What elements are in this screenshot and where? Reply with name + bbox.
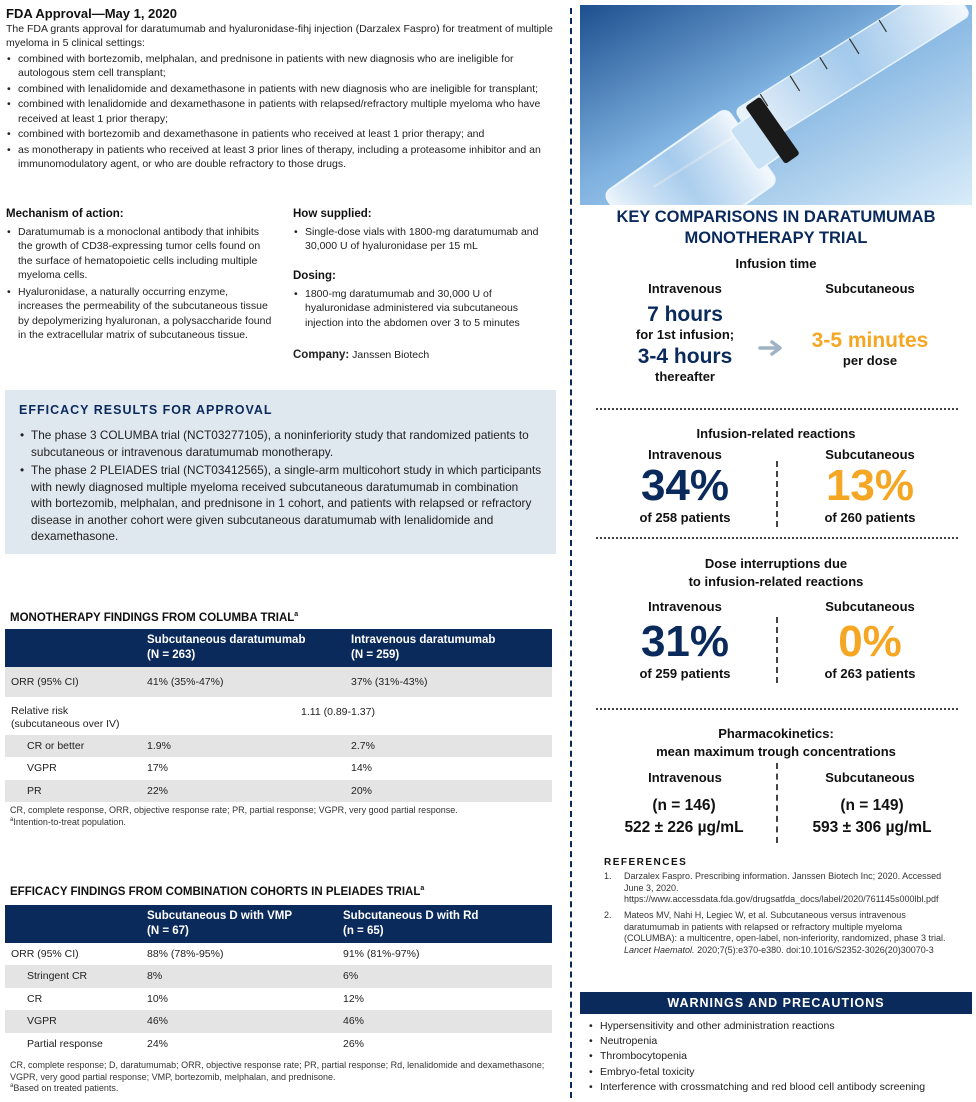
- key-comparisons-panel: [580, 205, 972, 848]
- list-item: • Interference with crossmatching and red blood cell antibody screening: [588, 1080, 968, 1095]
- efficacy-title: EFFICACY RESULTS FOR APPROVAL: [19, 403, 273, 417]
- list-item: 1. Darzalex Faspro. Prescribing information. Janssen Biotech Inc; 2020. Accessed June 3, 2020. https://www.accessdata.fda.gov/drugsatfda_docs/label/2020/761145s000lbl.pdf: [604, 871, 942, 905]
- warnings-list: [588, 1019, 968, 1095]
- warnings-title: WARNINGS AND PRECAUTIONS: [580, 992, 972, 1014]
- interruptions-sc-label: Subcutaneous: [825, 599, 915, 614]
- infusion-sc-label: Subcutaneous: [825, 281, 915, 296]
- interruptions-sc-value: 0%: [838, 617, 902, 666]
- list-item: 2. Mateos MV, Nahi H, Legiec W, et al. Subcutaneous versus intravenous daratumumab in patients with relapsed or refractory multiple myeloma (COLUMBA): a multicentre, open-label, non-inferiority, randomized, phase 3 trial. Lancet Haematol. 2020;7(5):e370-e380. doi:10.1016/S2352-3026(20)30070-3: [604, 910, 946, 956]
- list-item: • as monotherapy in patients who received at least 3 prior lines of therapy, including a proteasome inhibitor and an immunomodulatory agent, or who are double refractory to those drugs.: [6, 143, 556, 172]
- reactions-iv-label: Intravenous: [648, 447, 722, 462]
- pk-sc-values: (n = 149) 593 ± 306 µg/mL: [812, 797, 932, 836]
- list-item: • combined with lenalidomide and dexamethasone in patients with new diagnosis who are ineligible for transplant;: [6, 82, 556, 96]
- table-header: [5, 905, 141, 943]
- list-item: • combined with bortezomib, melphalan, and prednisone in patients with new diagnosis who are ineligible for autologous stem cell transplant;: [6, 52, 556, 81]
- efficacy-results-box: [5, 390, 556, 554]
- mechanism-section: [6, 207, 274, 343]
- list-item: • Daratumumab is a monoclonal antibody that inhibits the growth of CD38-expressing tumor cells found on the surface of hematopoietic cells including multiple myeloma cells.: [6, 225, 274, 283]
- columba-footnote: CR, complete response, ORR, objective response rate; PR, partial response; VGPR, very good partial response. $^a$Intention-to-treat population.: [10, 805, 458, 827]
- columba-table-title: MONOTHERAPY FINDINGS FROM COLUMBA TRIAL$^a$: [10, 611, 299, 624]
- column-divider: [570, 8, 572, 1098]
- how-supplied-heading: How supplied:: [293, 208, 372, 220]
- list-item: • combined with lenalidomide and dexamethasone in patients with relapsed/refractory multiple myeloma who have received at least 1 prior therapy;: [6, 97, 556, 126]
- table-header: Intravenous daratumumab (N = 259): [345, 629, 552, 667]
- right-column: [580, 0, 972, 1102]
- infusion-time-heading: Infusion time: [735, 256, 817, 271]
- table-row: Partial response 24% 26%: [27, 1037, 365, 1050]
- fda-approval-title: FDA Approval—May 1, 2020: [6, 6, 177, 21]
- column-divider-vertical: [776, 617, 778, 683]
- section-divider: [596, 408, 958, 410]
- table-row: ORR (95% CI) 88% (78%-95%) 91% (81%-97%): [11, 947, 420, 960]
- syringe-vial-illustration: [580, 5, 972, 205]
- company-line: [293, 348, 555, 364]
- pk-iv-values: (n = 146) 522 ± 226 µg/mL: [624, 797, 744, 836]
- table-row: ORR (95% CI) 41% (35%-47%) 37% (31%-43%): [5, 667, 552, 697]
- pleiades-footnote: CR, complete response; D, daratumumab; ORR, objective response rate; PR, partial response; Rd, lenalidomide and dexamethasone; VGPR, very good partial response; VMP, bortezomib, melphalan, and prednisone. $^a$Based on treated patients.: [10, 1060, 545, 1094]
- fda-intro: The FDA grants approval for daratumumab and hyaluronidase-fihj injection (Darzalex Faspro) for treatment of multiple myeloma in 5 clinical settings:: [6, 23, 553, 50]
- mechanism-heading: Mechanism of action:: [6, 208, 124, 220]
- list-item: • 1800-mg daratumumab and 30,000 U of hyaluronidase administered via subcutaneous injection into the abdomen over 3 to 5 minutes: [293, 287, 555, 330]
- pk-heading: Pharmacokinetics: mean maximum trough concentrations: [656, 726, 896, 760]
- table-header: Subcutaneous D with Rd (n = 65): [337, 905, 552, 943]
- reactions-sc-sub: of 260 patients: [824, 510, 916, 525]
- column-divider-vertical: [776, 461, 778, 527]
- reactions-sc-value: 13%: [825, 461, 915, 510]
- pk-iv-label: Intravenous: [648, 770, 722, 785]
- table-header: Subcutaneous daratumumab (N = 263): [141, 629, 345, 667]
- columba-table: [5, 629, 552, 802]
- references-section: [604, 856, 954, 961]
- table-row: PR 22% 20%: [5, 780, 552, 802]
- syringe-vial-photo: [580, 5, 972, 205]
- section-divider: [596, 537, 958, 539]
- interruptions-heading: Dose interruptions due to infusion-related reactions: [688, 556, 864, 590]
- table-header: [5, 629, 141, 667]
- how-supplied-section: [293, 207, 555, 254]
- reactions-iv-value: 34%: [640, 461, 730, 510]
- interruptions-iv-label: Intravenous: [648, 599, 722, 614]
- company-value: Janssen Biotech: [352, 349, 430, 361]
- table-row: VGPR 17% 14%: [27, 762, 373, 775]
- table-row: VGPR 46% 46%: [5, 1010, 552, 1032]
- pleiades-table-title: EFFICACY FINDINGS FROM COMBINATION COHORTS IN PLEIADES TRIAL$^a$: [10, 885, 425, 898]
- list-item: • The phase 3 COLUMBA trial (NCT03277105), a noninferiority study that randomized patients to subcutaneous or intravenous daratumumab monotherapy.: [19, 427, 542, 460]
- reactions-sc-label: Subcutaneous: [825, 447, 915, 462]
- dosing-section: [293, 269, 555, 330]
- list-item: • combined with bortezomib and dexamethasone in patients who received at least 1 prior therapy; and: [6, 127, 556, 141]
- list-item: • Hyaluronidase, a naturally occurring enzyme, increases the permeability of the subcutaneous tissue by depolymerizing hyaluronan, a polysaccharide found in the extracellular matrix of subcutaneous tissue.: [6, 285, 274, 343]
- reactions-heading: Infusion-related reactions: [696, 426, 856, 441]
- list-item: • Hypersensitivity and other administration reactions: [588, 1019, 968, 1034]
- table-row: CR 10% 12%: [27, 992, 365, 1005]
- company-label: Company:: [293, 349, 350, 361]
- fda-indications-list: [6, 52, 556, 173]
- table-row: Stringent CR 8% 6%: [5, 965, 552, 987]
- key-comparisons-title: KEY COMPARISONS IN DARATUMUMAB MONOTHERAPY TRIAL: [616, 208, 936, 248]
- infusion-sc-values: 3-5 minutes per dose: [811, 329, 929, 369]
- section-divider: [596, 708, 958, 710]
- references-heading: REFERENCES: [604, 857, 688, 868]
- table-header: Subcutaneous D with VMP (N = 67): [141, 905, 337, 943]
- table-row: Relative risk (subcutaneous over IV) 1.11 (0.89-1.37): [11, 705, 375, 730]
- list-item: • Embryo-fetal toxicity: [588, 1065, 968, 1080]
- interruptions-sc-sub: of 263 patients: [824, 666, 916, 681]
- reactions-iv-sub: of 258 patients: [639, 510, 731, 525]
- interruptions-iv-value: 31%: [640, 617, 730, 666]
- list-item: • Neutropenia: [588, 1034, 968, 1049]
- interruptions-iv-sub: of 259 patients: [639, 666, 731, 681]
- pk-sc-label: Subcutaneous: [825, 770, 915, 785]
- list-item: • Thrombocytopenia: [588, 1049, 968, 1064]
- table-row: CR or better 1.9% 2.7%: [5, 735, 552, 757]
- list-item: • The phase 2 PLEIADES trial (NCT03412565), a single-arm multicohort study in which participants with newly diagnosed multiple myeloma received subcutaneous daratumumab in combination with bortezomib, melphalan, and prednisone in 1 cohort, and patients with relapsed or refractory disease in another cohort were given subcutaneous daratumumab with lenalidomide and dexamethasone.: [19, 462, 542, 545]
- pleiades-table: [5, 905, 552, 1055]
- dosing-heading: Dosing:: [293, 270, 336, 282]
- infusion-iv-values: 7 hours for 1st infusion; 3-4 hours thereafter: [635, 303, 735, 385]
- infusion-iv-label: Intravenous: [648, 281, 722, 296]
- list-item: • Single-dose vials with 1800-mg daratumumab and 30,000 U of hyaluronidase per 15 mL: [293, 225, 555, 254]
